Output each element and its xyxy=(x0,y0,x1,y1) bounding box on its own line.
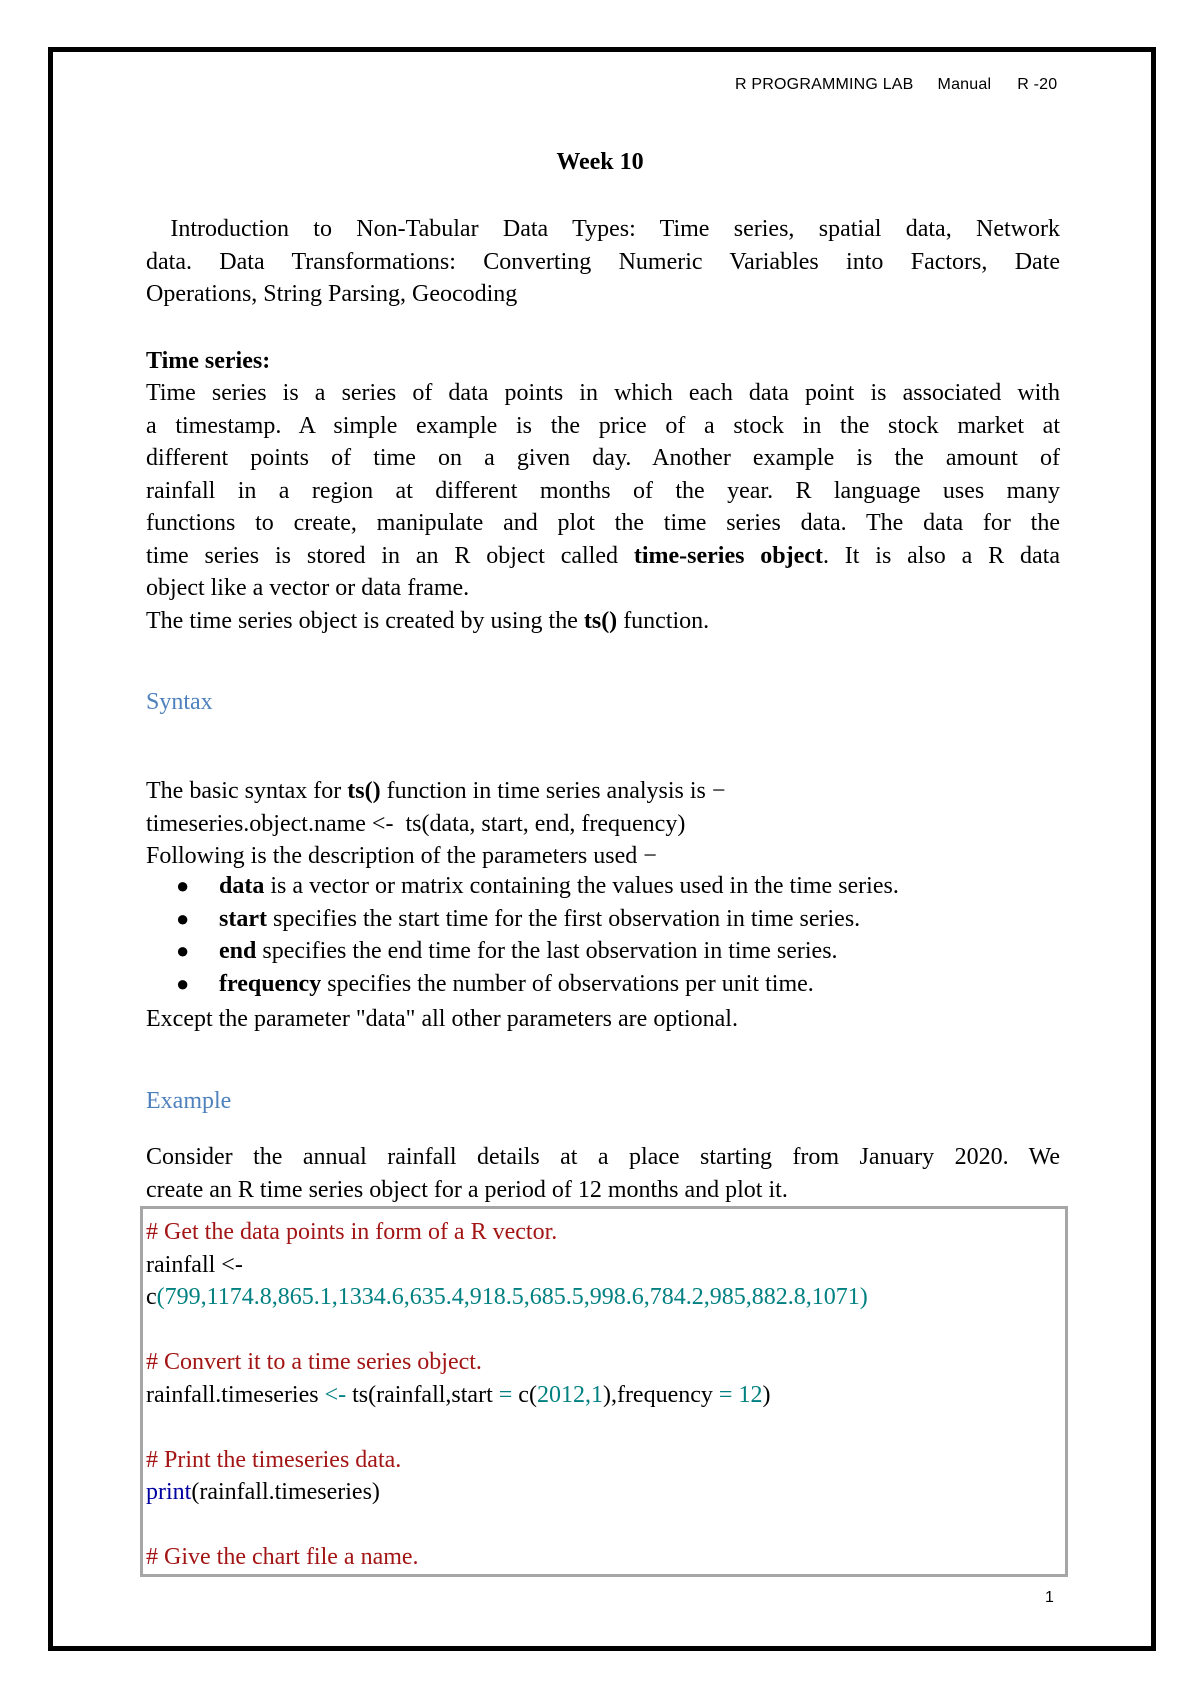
ts-line: Time series is a series of data points in which each data point is associated with xyxy=(146,380,1060,406)
code-token: rainfall xyxy=(146,1251,222,1278)
intro-paragraph xyxy=(146,213,1060,311)
code-operator: <- xyxy=(221,1251,243,1278)
code-token: (rainfall.timeseries) xyxy=(191,1479,380,1505)
list-item xyxy=(146,968,899,1001)
syntax-line: Following is the description of the parameters used − xyxy=(146,843,657,869)
ts-line: rainfall in a region at different months of the year. R language uses many xyxy=(146,477,1060,504)
bullet-icon: ● xyxy=(176,905,190,931)
example-line: create an R time series object for a period of 12 months and plot it. xyxy=(146,1176,788,1203)
section-heading: Time series: xyxy=(146,348,271,374)
code-numbers: 12 xyxy=(732,1381,763,1408)
list-item xyxy=(146,870,899,903)
code-listing xyxy=(146,1216,868,1574)
syntax-text: The basic syntax for xyxy=(146,778,348,804)
code-operator: = xyxy=(718,1381,733,1408)
code-operator: = xyxy=(498,1381,513,1408)
intro-line: data. Data Transformations: Converting Numeric Variables into Factors, Date xyxy=(146,248,1060,275)
ts-bold-term: ts() xyxy=(583,607,618,634)
code-token: ts(rainfall,start xyxy=(346,1381,499,1408)
param-name: end xyxy=(219,938,257,964)
param-desc: specifies the start time for the first observation in time series. xyxy=(266,905,861,932)
intro-line: Operations, String Parsing, Geocoding xyxy=(146,281,518,307)
ts-line xyxy=(146,605,1060,638)
intro-line: Introduction to Non-Tabular Data Types: Time series, spatial data, Network xyxy=(146,216,1060,242)
list-item xyxy=(146,935,899,968)
ts-text: . It is also a R data xyxy=(822,542,1060,569)
ts-line: object like a vector or data frame. xyxy=(146,575,470,601)
running-header xyxy=(735,76,1057,94)
header-code: R -20 xyxy=(1017,76,1058,93)
ts-line: a timestamp. A simple example is the price of a stock in the stock market at xyxy=(146,412,1060,439)
header-title: R PROGRAMMING LAB xyxy=(735,76,914,93)
header-manual: Manual xyxy=(937,76,992,93)
code-comment: # Get the data points in form of a R vector. xyxy=(146,1219,558,1245)
syntax-signature: timeseries.object.name <- ts(data, start, end, frequency) xyxy=(146,810,686,837)
ts-text: The time series object is created by using the xyxy=(146,607,584,634)
code-paren: ) xyxy=(859,1284,868,1310)
param-name: data xyxy=(219,873,265,899)
param-desc: specifies the number of observations per unit time. xyxy=(321,970,814,997)
syntax-bold-term: ts() xyxy=(347,778,381,804)
parameter-list xyxy=(146,870,899,1000)
ts-line: different points of time on a given day. Another example is the amount of xyxy=(146,445,1060,471)
ts-text: time series is stored in an R object called xyxy=(146,542,634,569)
code-function: print xyxy=(146,1479,192,1505)
bullet-icon: ● xyxy=(176,970,190,996)
code-paren: ( xyxy=(156,1284,165,1310)
param-name: frequency xyxy=(219,970,322,997)
code-token: c( xyxy=(512,1381,537,1408)
example-line: Consider the annual rainfall details at a place starting from January 2020. We xyxy=(146,1144,1060,1170)
code-numbers: 799,1174.8,865.1,1334.6,635.4,918.5,685.5,998.6,784.2,985,882.8,1071 xyxy=(164,1284,860,1310)
param-desc: is a vector or matrix containing the values used in the time series. xyxy=(264,873,899,899)
ts-text: function. xyxy=(617,607,710,634)
syntax-text: function in time series analysis is − xyxy=(380,778,726,804)
code-paren: ) xyxy=(762,1381,771,1408)
syntax-heading: Syntax xyxy=(146,689,213,715)
example-heading: Example xyxy=(146,1088,232,1114)
ts-line: functions to create, manipulate and plot the time series data. The data for the xyxy=(146,510,1060,536)
code-comment: # Convert it to a time series object. xyxy=(146,1349,482,1375)
code-token: ),frequency xyxy=(602,1381,719,1408)
list-item xyxy=(146,903,899,936)
code-operator: <- xyxy=(324,1381,347,1408)
page-title: Week 10 xyxy=(556,149,644,175)
code-token: rainfall.timeseries xyxy=(146,1381,325,1408)
optional-note: Except the parameter "data" all other parameters are optional. xyxy=(146,1006,738,1032)
syntax-paragraph xyxy=(146,775,1060,873)
syntax-line xyxy=(146,775,1060,808)
code-comment: # Give the chart file a name. xyxy=(146,1544,419,1570)
page-number: 1 xyxy=(1045,1589,1054,1606)
ts-bold-term: time-series object xyxy=(633,542,823,569)
code-numbers: 2012,1 xyxy=(536,1381,603,1408)
code-token: c xyxy=(146,1284,157,1310)
bullet-icon: ● xyxy=(176,873,190,898)
code-comment: # Print the timeseries data. xyxy=(146,1446,402,1473)
example-paragraph xyxy=(146,1141,1060,1206)
ts-line xyxy=(146,540,1060,573)
time-series-heading xyxy=(146,345,1060,378)
bullet-icon: ● xyxy=(176,938,190,963)
time-series-paragraph xyxy=(146,377,1060,637)
param-desc: specifies the end time for the last observation in time series. xyxy=(256,938,838,964)
param-name: start xyxy=(219,905,267,932)
